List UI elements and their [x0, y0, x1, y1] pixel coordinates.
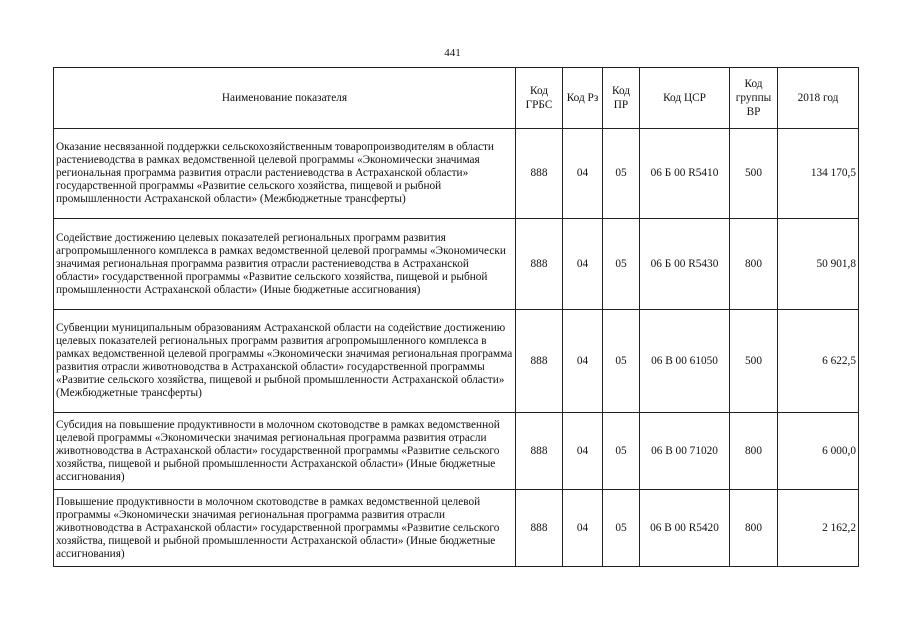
row-name: Субвенции муниципальным образованиям Астраханской области на содействие достижению целевых показателей региональных программ развития агропромышленного комплекса в рамках ведомственной целевой программы «Экономически значимая региональная программа развития отрасли животноводства в Астраханской области» государственной программы «Развитие сельского хозяйства, пищевой и рыбной промышленности Астраханской области» (Межбюджетные трансферты)	[54, 310, 516, 413]
row-pr: 05	[603, 219, 640, 310]
row-grbs: 888	[516, 129, 563, 219]
budget-table	[53, 67, 859, 567]
row-value: 2 162,2	[778, 490, 859, 567]
header-rz: Код Рз	[563, 68, 603, 129]
header-pr: Код ПР	[603, 68, 640, 129]
row-name: Содействие достижению целевых показателей региональных программ развития агропромышленного комплекса в рамках ведомственной целевой программы «Экономически значимая региональная программа развития отрасли растениеводства в Астраханской области» государственной программы «Развитие сельского хозяйства, пищевой и рыбной промышленности Астраханской области» (Иные бюджетные ассигнования)	[54, 219, 516, 310]
row-pr: 05	[603, 413, 640, 490]
row-value: 134 170,5	[778, 129, 859, 219]
row-vr: 800	[730, 490, 778, 567]
row-value: 6 622,5	[778, 310, 859, 413]
row-name: Субсидия на повышение продуктивности в молочном скотоводстве в рамках ведомственной целевой программы «Экономически значимая региональная программа развития отрасли животноводства в Астраханской области» государственной программы «Развитие сельского хозяйства, пищевой и рыбной промышленности Астраханской области» (Иные бюджетные ассигнования)	[54, 413, 516, 490]
row-pr: 05	[603, 310, 640, 413]
row-rz: 04	[563, 310, 603, 413]
header-name: Наименование показателя	[54, 68, 516, 129]
row-csr: 06 Б 00 R5410	[640, 129, 730, 219]
table-row	[54, 490, 859, 567]
header-year: 2018 год	[778, 68, 859, 129]
table-row	[54, 310, 859, 413]
row-grbs: 888	[516, 413, 563, 490]
row-rz: 04	[563, 413, 603, 490]
row-pr: 05	[603, 490, 640, 567]
table-row	[54, 413, 859, 490]
row-csr: 06 В 00 71020	[640, 413, 730, 490]
row-grbs: 888	[516, 490, 563, 567]
row-rz: 04	[563, 129, 603, 219]
page-number: 441	[444, 47, 461, 59]
header-grbs: Код ГРБС	[516, 68, 563, 129]
row-value: 6 000,0	[778, 413, 859, 490]
row-name: Повышение продуктивности в молочном скотоводстве в рамках ведомственной целевой программы «Экономически значимая региональная программа развития отрасли животноводства в Астраханской области» государственной программы «Развитие сельского хозяйства, пищевой и рыбной промышленности Астраханской области» (Иные бюджетные ассигнования)	[54, 490, 516, 567]
row-grbs: 888	[516, 219, 563, 310]
row-csr: 06 В 00 R5420	[640, 490, 730, 567]
row-vr: 500	[730, 129, 778, 219]
row-rz: 04	[563, 219, 603, 310]
row-pr: 05	[603, 129, 640, 219]
row-csr: 06 В 00 61050	[640, 310, 730, 413]
row-vr: 800	[730, 413, 778, 490]
header-csr: Код ЦСР	[640, 68, 730, 129]
table-row	[54, 129, 859, 219]
row-grbs: 888	[516, 310, 563, 413]
row-rz: 04	[563, 490, 603, 567]
row-csr: 06 Б 00 R5430	[640, 219, 730, 310]
table-row	[54, 219, 859, 310]
row-vr: 500	[730, 310, 778, 413]
header-row	[54, 68, 859, 129]
row-name: Оказание несвязанной поддержки сельскохозяйственным товаропроизводителям в области растениеводства в рамках ведомственной целевой программы «Экономически значимая региональная программа развития отрасли растениеводства в Астраханской области» государственной программы «Развитие сельского хозяйства, пищевой и рыбной промышленности Астраханской области» (Межбюджетные трансферты)	[54, 129, 516, 219]
row-vr: 800	[730, 219, 778, 310]
row-value: 50 901,8	[778, 219, 859, 310]
header-vr: Код группы ВР	[730, 68, 778, 129]
